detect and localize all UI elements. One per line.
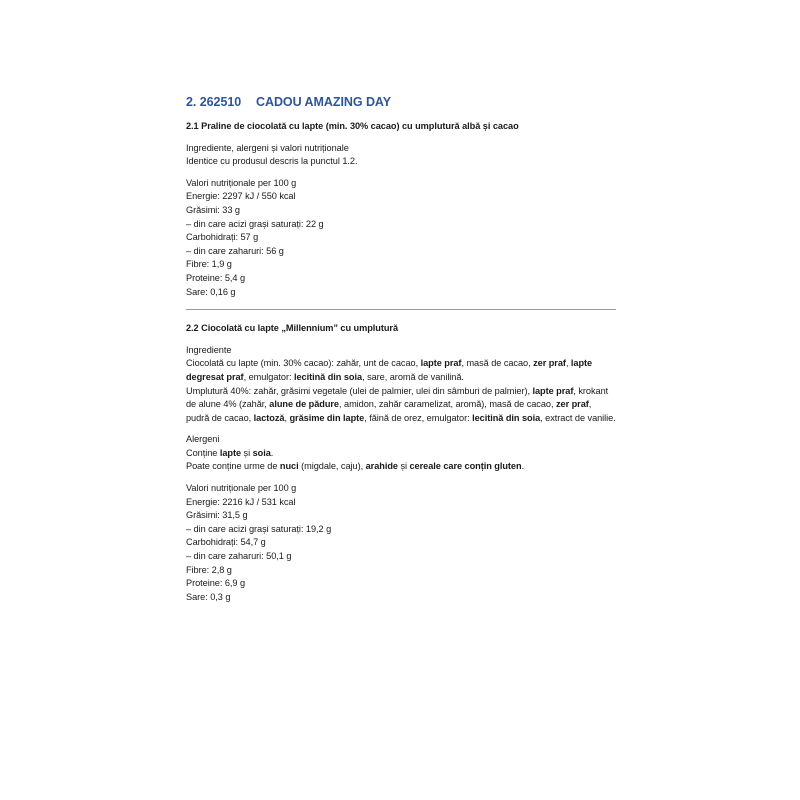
ingredient-text: Ciocolată cu lapte (min. 30% cacao): zahăr, unt de cacao, xyxy=(186,358,421,369)
allergen-highlight: cereale care conțin gluten xyxy=(409,461,522,472)
nutrition-row: Grăsimi: 33 g xyxy=(186,204,240,215)
nutrition-row: – din care acizi grași saturați: 19,2 g xyxy=(186,523,332,534)
nutrition-row: – din care zaharuri: 56 g xyxy=(186,245,284,256)
section-divider xyxy=(186,309,616,310)
nutrition-row: Fibre: 1,9 g xyxy=(186,259,232,270)
intro-line: Ingrediente, alergeni și valori nutriționale xyxy=(186,142,349,153)
allergen-highlight: lapte degresat praf xyxy=(186,358,593,382)
nutrition-title: Valori nutriționale per 100 g xyxy=(186,177,297,188)
nutrition-row: Proteine: 5,4 g xyxy=(186,272,246,283)
nutrition-row: Carbohidrați: 57 g xyxy=(186,232,259,243)
nutrition-row: – din care zaharuri: 50,1 g xyxy=(186,551,292,562)
ingredient-text: , amidon, zahăr caramelizat, aromă), masă de cacao, xyxy=(339,399,556,410)
ingredients-title: Ingrediente xyxy=(186,344,232,355)
filling-ingredients xyxy=(186,385,616,426)
allergen-highlight: lapte praf xyxy=(420,358,462,369)
ingredient-text: , xyxy=(284,412,290,423)
allergen-text: (migdale, caju), xyxy=(298,461,366,472)
allergen-text: . xyxy=(521,461,525,472)
allergen-traces xyxy=(186,460,616,474)
nutrition-title: Valori nutriționale per 100 g xyxy=(186,483,297,494)
allergen-contains xyxy=(186,447,616,461)
nutrition-row: Grăsimi: 31,5 g xyxy=(186,510,248,521)
intro-line: Identice cu produsul descris la punctul 1.2. xyxy=(186,156,358,167)
allergen-highlight: zer praf xyxy=(533,358,566,369)
allergen-highlight: lecitină din soia xyxy=(293,371,363,382)
section-2-1-intro xyxy=(186,142,616,169)
ingredient-text: , sare, aromă de vanilină. xyxy=(362,371,464,382)
allergen-highlight: lactoză xyxy=(253,412,285,423)
allergen-highlight: lapte xyxy=(219,447,242,458)
nutrition-row: Energie: 2297 kJ / 550 kcal xyxy=(186,191,296,202)
ingredient-text: , pudră de cacao, xyxy=(186,399,592,423)
section-2-1-heading: 2.1 Praline de ciocolată cu lapte (min. 30% cacao) cu umplutură albă și cacao xyxy=(186,121,519,131)
nutrition-row: Proteine: 6,9 g xyxy=(186,578,246,589)
allergen-highlight: grăsime din lapte xyxy=(289,412,365,423)
ingredient-text: , masă de cacao, xyxy=(461,358,534,369)
allergens-title: Alergeni xyxy=(186,434,220,445)
allergen-highlight: arahide xyxy=(365,461,398,472)
ingredient-text: , extract de vanilie. xyxy=(540,412,616,423)
section-2-2-nutrition xyxy=(186,482,616,604)
nutrition-row: Fibre: 2,8 g xyxy=(186,564,232,575)
allergen-text: Poate conține urme de xyxy=(186,461,280,472)
section-2-2-ingredients xyxy=(186,344,616,426)
allergen-highlight: lecitină din soia xyxy=(472,412,541,423)
allergen-highlight: nuci xyxy=(279,461,299,472)
ingredient-text: , emulgator: xyxy=(243,371,294,382)
ingredient-text: , krokant de alune 4% (zahăr, xyxy=(186,385,609,410)
allergen-text: și xyxy=(397,461,410,472)
product-number: 2. 262510 xyxy=(186,95,242,109)
allergen-text: și xyxy=(241,447,253,458)
ingredient-text: Umplutură 40%: zahăr, grăsimi vegetale (ulei de palmier, ulei din sâmburi de palmier), xyxy=(186,385,533,396)
allergen-highlight: zer praf xyxy=(555,399,589,410)
section-2-1-nutrition xyxy=(186,177,616,299)
section-2-2-heading: 2.2 Ciocolată cu lapte „Millennium” cu umplutură xyxy=(186,323,399,334)
chocolate-ingredients xyxy=(186,357,616,384)
allergen-highlight: soia xyxy=(252,447,271,458)
ingredient-text: , făină de orez, emulgator: xyxy=(364,412,473,423)
section-2-2-allergens xyxy=(186,433,616,474)
allergen-text: Conține xyxy=(186,447,220,458)
nutrition-row: Sare: 0,3 g xyxy=(186,591,231,602)
nutrition-row: Sare: 0,16 g xyxy=(186,286,236,297)
product-name: CADOU AMAZING DAY xyxy=(256,95,392,109)
allergen-highlight: alune de pădure xyxy=(269,399,339,410)
nutrition-row: – din care acizi grași saturați: 22 g xyxy=(186,218,324,229)
allergen-highlight: lapte praf xyxy=(532,385,574,396)
document-title xyxy=(186,94,616,110)
allergen-text: . xyxy=(270,447,274,458)
nutrition-row: Energie: 2216 kJ / 531 kcal xyxy=(186,496,296,507)
nutrition-row: Carbohidrați: 54,7 g xyxy=(186,537,266,548)
document-page xyxy=(186,94,616,612)
ingredient-text: , xyxy=(565,358,571,369)
